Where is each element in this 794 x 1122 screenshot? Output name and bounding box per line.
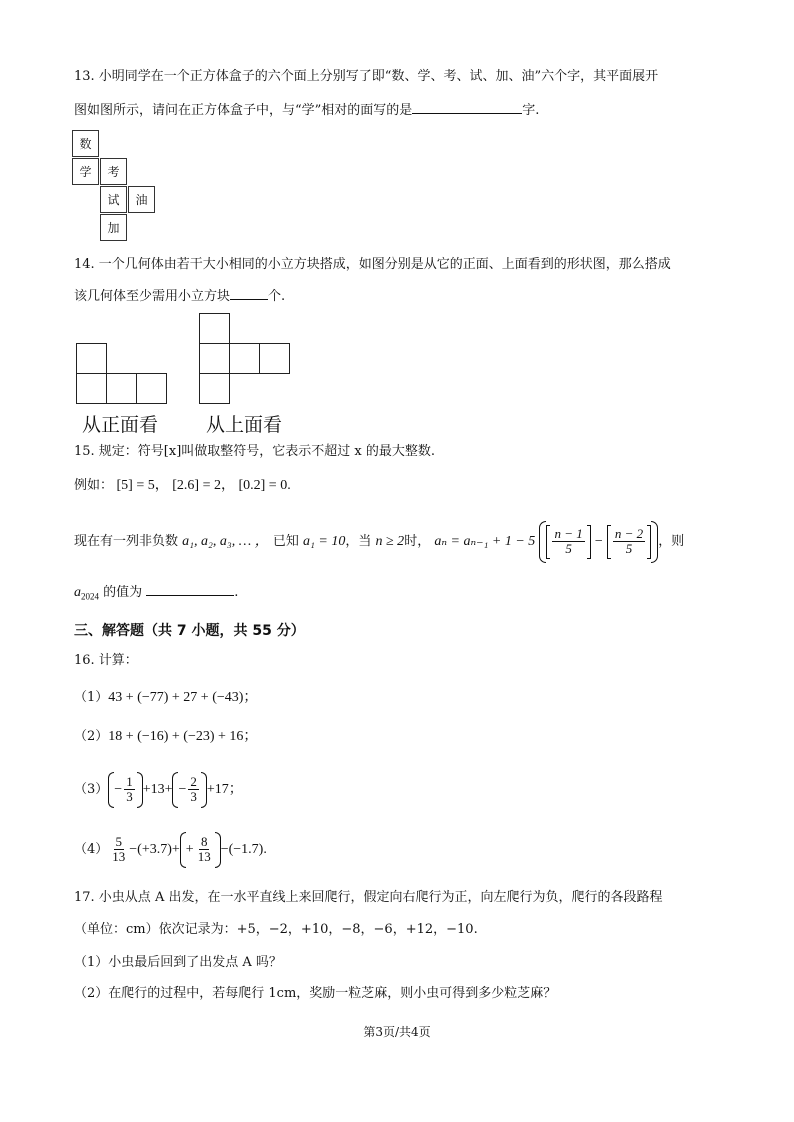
fraction-2-num: n − 2: [614, 526, 644, 541]
q15-ask-end: .: [234, 585, 239, 600]
top-view-square: [259, 343, 290, 374]
q16-part-2-expr: 18 + (−16) + (−23) + 16；: [108, 729, 258, 744]
cube-net-figure: [72, 130, 162, 242]
q16-part-2-label: （2）: [74, 729, 109, 744]
formula-left-paren: [539, 521, 546, 563]
q17-part-2: （2）在爬行的过程中，若每爬行 1cm，奖励一粒芝麻，则小虫可得到多少粒芝麻？: [74, 986, 557, 1001]
q15-ask-post: 的值为: [103, 585, 143, 600]
front-view-square: [76, 373, 107, 404]
top-view-square: [199, 373, 230, 404]
q13-answer-blank[interactable]: [412, 101, 522, 114]
floor-bracket-left: [607, 525, 611, 559]
q14-line2: [74, 287, 285, 305]
q16-part-3: （3） − $\frac{1}{3}$ +13+ − $\frac{2}{3}$ +17；: [74, 770, 243, 810]
q16-p4-mid: −(+3.7)+: [129, 842, 180, 857]
q15-when: ，当: [345, 534, 372, 549]
net-cell-jia: 加: [100, 214, 127, 241]
q15-example-label: 例如：: [74, 478, 114, 493]
q15-sequence-line: [74, 520, 684, 564]
fraction-2-den: 5: [625, 541, 633, 556]
q16-part-1-expr: 43 + (−77) + 27 + (−43)；: [108, 690, 258, 705]
q13-line2-text: 图如图所示，请问在正方体盒子中，与“学”相对的面写的是: [74, 103, 413, 118]
top-view-square: [199, 343, 230, 374]
q16-p3-f1-num: 1: [126, 774, 133, 790]
q16-p4-fraction-1: [110, 835, 127, 864]
net-cell-shi: 试: [100, 186, 127, 213]
q16-p4-f1-den: 13: [112, 849, 126, 865]
q15-ask-sub: 2024: [81, 591, 99, 602]
views-figure: [76, 312, 306, 436]
q15-example-3: [0.2] = 0.: [238, 478, 291, 493]
top-view-square: [199, 313, 230, 344]
q13-line1: 13. 小明同学在一个正方体盒子的六个面上分别写了即“数、学、考、试、加、油”六个字，其平面展开: [74, 69, 659, 84]
q15-example-2: [2.6] = 2，: [172, 478, 235, 493]
q16-part-4-label: （4）: [74, 842, 109, 857]
q16-title: 16. 计算：: [74, 653, 138, 668]
q16-p3-f1-den: 3: [126, 789, 133, 805]
q16-p4-end: −(−1.7).: [220, 842, 267, 857]
formula-minus: −: [594, 534, 603, 549]
q17-line2: （单位：cm）依次记录为：+5，−2，+10，−8，−6，+12，−10.: [74, 922, 478, 937]
fraction-1-den: 5: [565, 541, 572, 556]
q16-p3-end: +17；: [206, 782, 243, 797]
fraction-1: [552, 527, 584, 556]
q15-ask-var: a: [74, 585, 81, 600]
q16-p4-f2-num: 8: [200, 834, 208, 850]
q15-when-post: 时，: [404, 534, 431, 549]
q17-line1: 17. 小虫从点 A 出发，在一水平直线上来回爬行，假定向右爬行为正，向左爬行为负，爬行的各段路程: [74, 890, 663, 905]
q15-seq-terms: a₁, a₂, a₃, … ，: [182, 534, 269, 549]
page-footer: 第3页/共4页: [363, 1025, 431, 1039]
net-cell-shu: 数: [72, 130, 99, 157]
front-view-square: [136, 373, 167, 404]
q15-formula-left: aₙ = aₙ₋₁ + 1 − 5: [434, 534, 536, 549]
q16-p3-f2-den: 3: [190, 789, 197, 805]
q16-part-2: [74, 729, 257, 745]
q14-line2-end: 个.: [268, 289, 286, 304]
q13-line2-end: 字.: [522, 103, 540, 118]
q16-p3-mid: +13+: [142, 782, 173, 797]
q15-answer-blank[interactable]: [146, 583, 234, 596]
fraction-1-num: n − 1: [554, 526, 583, 541]
q16-part-1: [74, 690, 257, 706]
q15-line1: 15. 规定：符号[x]叫做取整符号，它表示不超过 x 的最大整数.: [74, 444, 436, 459]
top-view-caption: 从上面看: [206, 414, 283, 436]
q16-part-4: （4） $\frac{5}{13}$ −(+3.7)+ + $\frac{8}{13}$ −(−1.7).: [74, 830, 267, 870]
q16-p3-f2-num: 2: [190, 774, 197, 790]
q13-line2: [74, 101, 539, 119]
paren-left: [180, 832, 186, 868]
paren-left: [172, 772, 178, 808]
paren-left: [108, 772, 114, 808]
q14-answer-blank[interactable]: [230, 287, 268, 300]
q16-p4-f2-den: 13: [197, 849, 211, 865]
front-view-caption: 从正面看: [82, 414, 159, 436]
q15-seq-known: 已知: [272, 534, 299, 549]
q16-p4-f1-num: 5: [115, 834, 123, 850]
q15-condition: n ≥ 2: [375, 534, 405, 549]
top-view-square: [229, 343, 260, 374]
fraction-2: [613, 527, 645, 556]
q15-then: ，则: [658, 534, 685, 549]
floor-bracket-right: [587, 525, 591, 559]
q16-part-1-label: （1）: [74, 690, 109, 705]
q15-a1-value: a₁ = 10: [303, 534, 346, 549]
net-cell-kao: 考: [100, 158, 127, 185]
net-cell-you: 油: [128, 186, 155, 213]
q15-examples: [74, 478, 291, 494]
q14-line1: 14. 一个几何体由若干大小相同的小立方块搭成，如图分别是从它的正面、上面看到的形状图，那么搭成: [74, 257, 671, 272]
net-cell-xue: 学: [72, 158, 99, 185]
section-3-title: 三、解答题（共 7 小题，共 55 分）: [74, 623, 305, 639]
q17-part-1: （1）小虫最后回到了出发点 A 吗？: [74, 955, 282, 970]
front-view-square: [76, 343, 107, 374]
q14-line2-text: 该几何体至少需用小立方块: [74, 289, 231, 304]
q16-p4-fraction-2: [196, 835, 213, 864]
q16-p3-fraction-1: [124, 775, 135, 804]
q15-question-line: [74, 583, 238, 605]
q15-seq-pre: 现在有一列非负数: [74, 534, 179, 549]
front-view-square: [106, 373, 137, 404]
q15-example-1: [5] = 5，: [116, 478, 169, 493]
q16-part-3-label: （3）: [74, 782, 109, 797]
floor-bracket-left: [546, 525, 550, 559]
q16-p3-fraction-2: [188, 775, 199, 804]
